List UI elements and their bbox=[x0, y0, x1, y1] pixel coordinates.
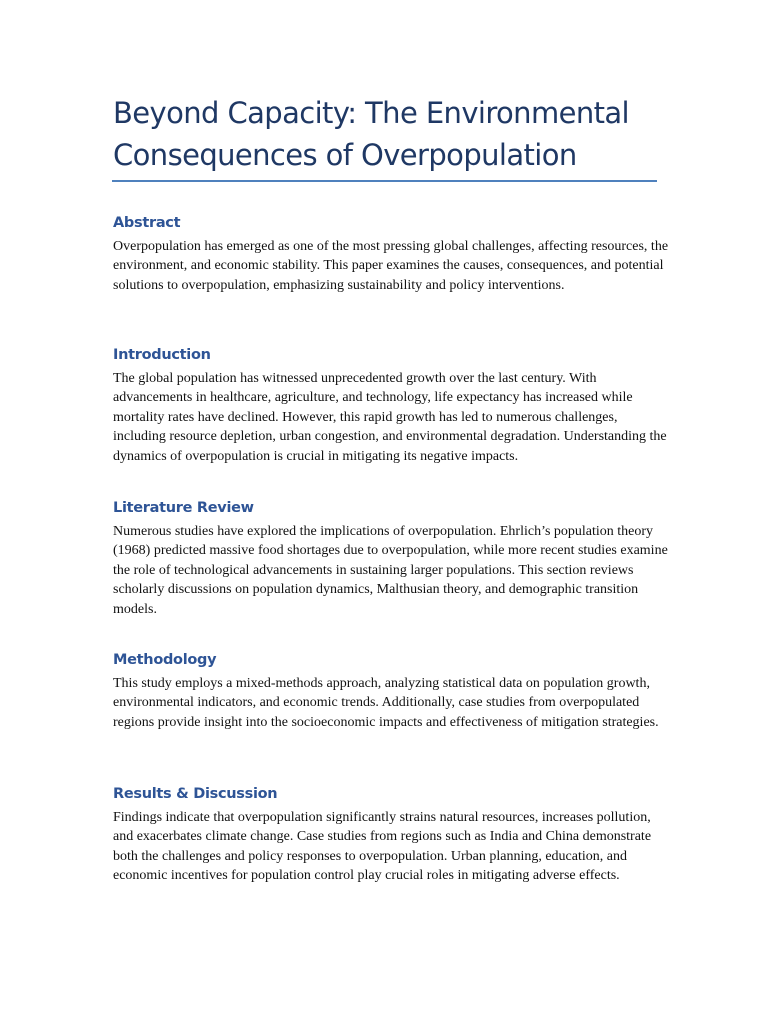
title-underline bbox=[112, 180, 657, 182]
section-body-literature-review: Numerous studies have explored the implications of overpopulation. Ehrlich’s population theory (1968) predicted massive food shortages due to overpopulation, while more recent studies examine the role of technological advancements in sustaining larger populations. This section reviews scholarly discussions on population dynamics, Malthusian theory, and demographic transition models. bbox=[113, 524, 668, 617]
section-body-methodology: This study employs a mixed-methods approach, analyzing statistical data on population growth, environmental indicators, and economic trends. Additionally, case studies from overpopulated regions provide insight into the socioeconomic impacts and effectiveness of mitigation strategies. bbox=[113, 676, 659, 730]
section-introduction bbox=[113, 345, 673, 466]
section-heading-methodology: Methodology bbox=[113, 652, 217, 668]
section-results-discussion bbox=[113, 784, 673, 886]
section-heading-results-discussion: Results & Discussion bbox=[113, 786, 278, 802]
section-body-results-discussion: Findings indicate that overpopulation significantly strains natural resources, increases pollution, and exacerbates climate change. Case studies from regions such as India and China demonstrate both the challenges and policy responses to overpopulation. Urban planning, education, and economic incentives for population control play crucial roles in mitigating adverse effects. bbox=[113, 810, 652, 884]
section-heading-literature-review: Literature Review bbox=[113, 500, 254, 516]
section-body-abstract: Overpopulation has emerged as one of the most pressing global challenges, affecting resources, the environment, and economic stability. This paper examines the causes, consequences, and potential solutions to overpopulation, emphasizing sustainability and policy interventions. bbox=[113, 239, 669, 293]
section-heading-abstract: Abstract bbox=[113, 215, 181, 231]
document-title: Beyond Capacity: The Environmental Consequences of Overpopulation bbox=[113, 96, 630, 172]
section-abstract bbox=[113, 213, 673, 295]
section-methodology bbox=[113, 650, 673, 732]
section-heading-introduction: Introduction bbox=[113, 347, 211, 363]
section-body-introduction: The global population has witnessed unprecedented growth over the last century. With advancements in healthcare, agriculture, and technology, life expectancy has increased while mortality rates have declined. However, this rapid growth has led to numerous challenges, including resource depletion, urban congestion, and environmental degradation. Understanding the dynamics of overpopulation is crucial in mitigating its negative impacts. bbox=[113, 371, 667, 464]
section-literature-review bbox=[113, 498, 673, 619]
